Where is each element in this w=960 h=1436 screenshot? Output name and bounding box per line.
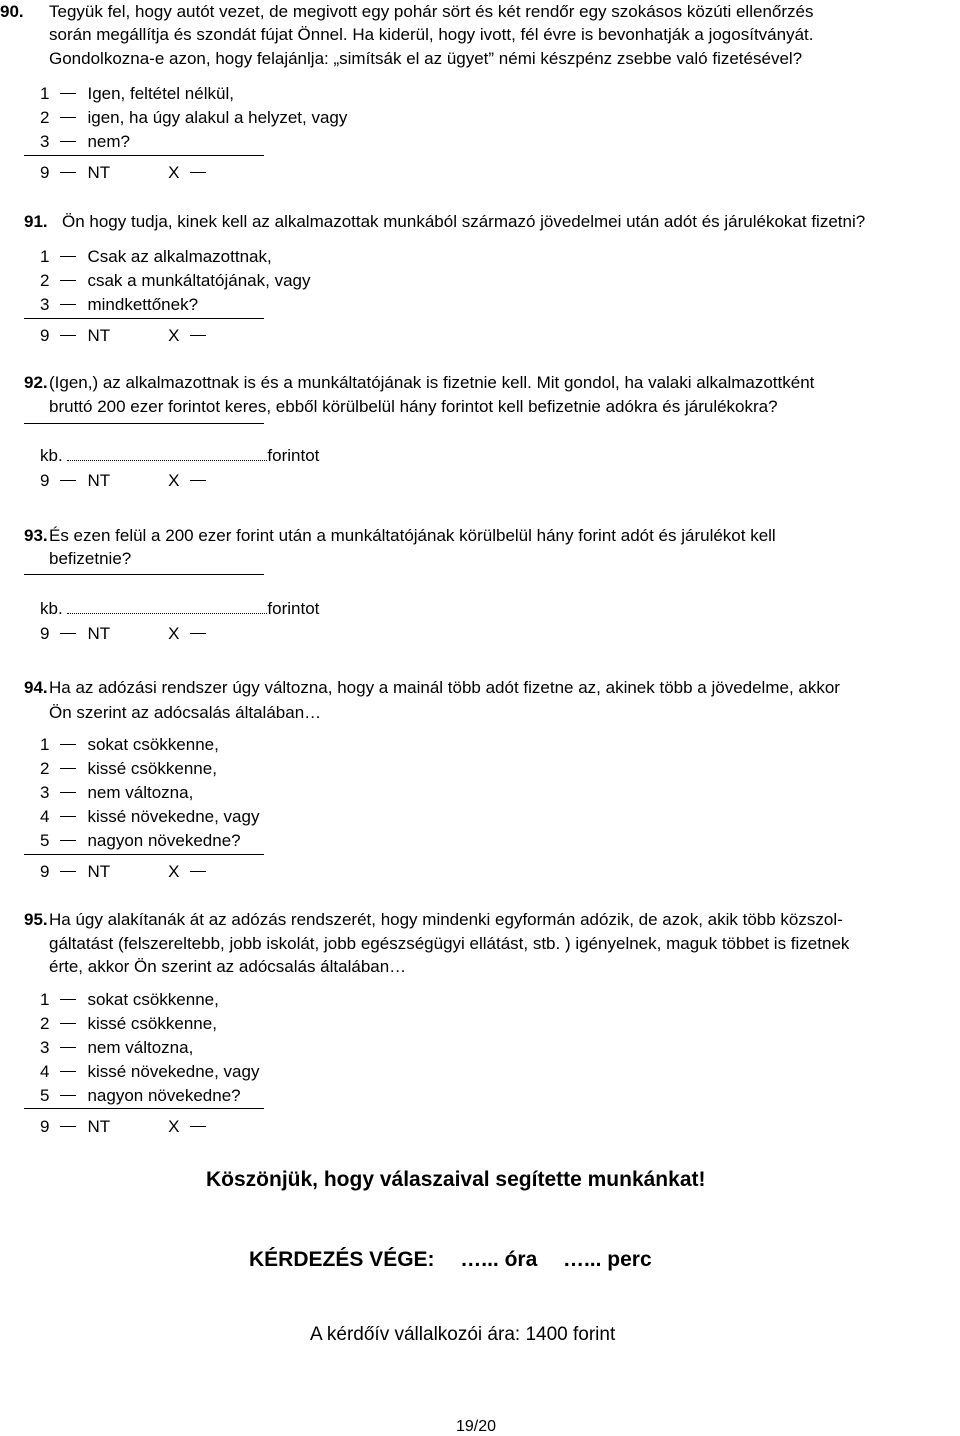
nt-option-row[interactable]: 9 NT X xyxy=(40,471,217,491)
answer-field-row[interactable]: kb. forintot xyxy=(40,599,320,618)
answer-option[interactable]: 3 nem változna, xyxy=(40,1038,194,1057)
question-number: 94. xyxy=(24,678,48,697)
answer-option[interactable]: 4 kissé növekedne, vagy xyxy=(40,807,260,826)
question-text: érte, akkor Ön szerint az adócsalás általában… xyxy=(49,957,407,976)
nt-option-row[interactable]: 9 NT X xyxy=(40,163,217,183)
question-text: gáltatást (felszereltebb, jobb iskolát, jobb egészségügyi ellátást, stb. ) igényelnek, maguk többet is fizetnek xyxy=(49,934,850,953)
question-text: Ha az adózási rendszer úgy változna, hogy a mainál több adót fizetne az, akinek több a jövedelme, akkor xyxy=(49,678,840,697)
answer-option[interactable]: 2 igen, ha úgy alakul a helyzet, vagy xyxy=(40,108,348,127)
nt-option-row[interactable]: 9 NT X xyxy=(40,862,217,882)
answer-option[interactable]: 1 sokat csökkenne, xyxy=(40,735,219,754)
question-text: És ezen felül a 200 ezer forint után a munkáltatójának körülbelül hány forint adót és járulékot kell xyxy=(49,526,776,545)
dash xyxy=(60,93,76,94)
thank-you-message: Köszönjük, hogy válaszaival segítette munkánkat! xyxy=(206,1168,706,1191)
question-text: Ön hogy tudja, kinek kell az alkalmazottak munkából származó jövedelmei után adót és járulékokat fizetni? xyxy=(62,212,866,231)
answer-option[interactable]: 1 Igen, feltétel nélkül, xyxy=(40,84,234,103)
separator-rule xyxy=(24,318,264,319)
answer-blank[interactable] xyxy=(67,599,267,614)
answer-option[interactable]: 3 mindkettőnek? xyxy=(40,295,199,314)
separator-rule xyxy=(24,155,264,156)
separator-rule xyxy=(24,1108,264,1109)
price-note: A kérdőív vállalkozói ára: 1400 forint xyxy=(310,1324,616,1345)
nt-option-row[interactable]: 9 NT X xyxy=(40,326,217,346)
dash xyxy=(60,117,76,118)
answer-option[interactable]: 3 nem? xyxy=(40,132,130,151)
end-label: KÉRDEZÉS VÉGE: xyxy=(249,1248,435,1271)
question-number: 95. xyxy=(24,910,48,929)
nt-option-row[interactable]: 9 NT X xyxy=(40,1117,217,1137)
answer-option[interactable]: 5 nagyon növekedne? xyxy=(40,831,241,850)
separator-rule xyxy=(24,574,264,575)
question-text: Ha úgy alakítanák át az adózás rendszerét, hogy mindenki egyformán adózik, de azok, akik több közszol- xyxy=(49,910,843,929)
question-text: Gondolkozna-e azon, hogy felajánlja: „simítsák el az ügyet” némi készpénz zsebbe való fizetésével? xyxy=(49,49,803,68)
separator-rule xyxy=(24,423,264,424)
question-number: 91. xyxy=(24,212,48,231)
answer-option[interactable]: 2 csak a munkáltatójának, vagy xyxy=(40,271,311,290)
question-number: 92. xyxy=(24,373,48,392)
separator-rule xyxy=(24,854,264,855)
answer-option[interactable]: 4 kissé növekedne, vagy xyxy=(40,1062,260,1081)
answer-option[interactable]: 3 nem változna, xyxy=(40,783,194,802)
answer-option[interactable]: 2 kissé csökkenne, xyxy=(40,1014,217,1033)
answer-option[interactable]: 1 Csak az alkalmazottnak, xyxy=(40,247,272,266)
question-text: befizetnie? xyxy=(49,549,132,568)
end-hour-field[interactable]: …... óra xyxy=(460,1248,538,1271)
end-minute-field[interactable]: …... perc xyxy=(562,1248,652,1271)
question-text: Ön szerint az adócsalás általában… xyxy=(49,703,322,722)
answer-option[interactable]: 1 sokat csökkenne, xyxy=(40,990,219,1009)
question-number: 90. xyxy=(0,2,24,21)
interview-end-row xyxy=(249,1247,652,1273)
answer-option[interactable]: 5 nagyon növekedne? xyxy=(40,1086,241,1105)
nt-option-row[interactable]: 9 NT X xyxy=(40,624,217,644)
answer-blank[interactable] xyxy=(67,446,267,461)
question-text: bruttó 200 ezer forintot keres, ebből körülbelül hány forintot kell befizetnie adókra és járulékokra? xyxy=(49,397,778,416)
question-text: Tegyük fel, hogy autót vezet, de megivott egy pohár sört és két rendőr egy szokásos közúti ellenőrzés xyxy=(49,2,814,21)
question-text: (Igen,) az alkalmazottnak is és a munkáltatójának is fizetnie kell. Mit gondol, ha valaki alkalmazottként xyxy=(49,373,815,392)
page-number: 19/20 xyxy=(456,1418,497,1435)
dash xyxy=(60,141,76,142)
answer-field-row[interactable]: kb. forintot xyxy=(40,446,320,465)
answer-option[interactable]: 2 kissé csökkenne, xyxy=(40,759,217,778)
question-number: 93. xyxy=(24,526,48,545)
question-text: során megállítja és szondát fújat Önnel. Ha kiderül, hogy ivott, fél évre is bevonhatják a jogosítványát. xyxy=(49,25,814,44)
